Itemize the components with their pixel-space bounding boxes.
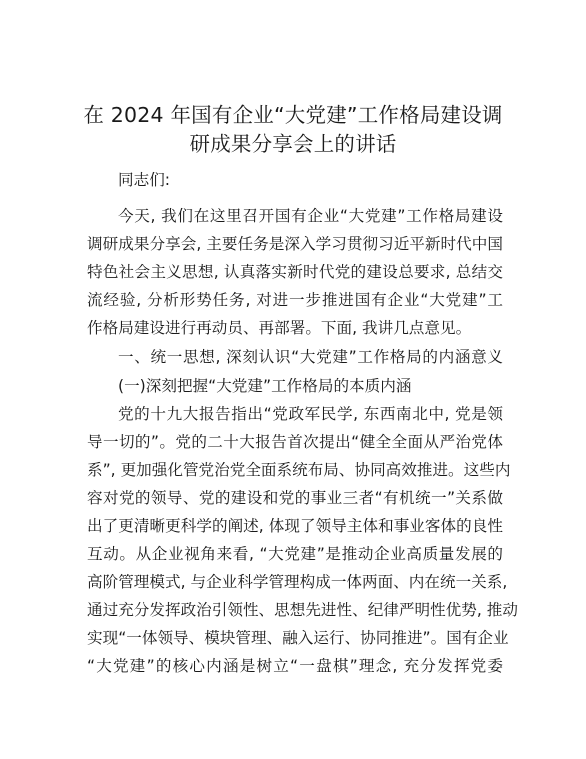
paragraph-1-line: 特色社会主义思想, 认真落实新时代党的建设总要求, 总结交 <box>87 263 503 281</box>
paragraph-2-line: 互动。从企业视角来看, “大党建”是推动企业高质量发展的 <box>87 545 503 563</box>
paragraph-2-line: 导一切的”。党的二十大报告首次提出“健全全面从严治党体 <box>87 433 503 451</box>
document-title-line-2: 研成果分享会上的讲话 <box>189 132 397 156</box>
document-title-line-1: 在 2024 年国有企业“大党建”工作格局建设调 <box>83 103 503 127</box>
paragraph-2-line: 高阶管理模式, 与企业科学管理构成一体两面、内在统一关系, <box>87 573 508 591</box>
section-heading-1: 一、统一思想, 深刻认识“大党建”工作格局的内涵意义 <box>118 348 503 366</box>
paragraph-1-line: 作格局建设进行再动员、再部署。下面, 我讲几点意见。 <box>87 319 472 337</box>
paragraph-1-line: 今天, 我们在这里召开国有企业“大党建”工作格局建设 <box>118 207 503 225</box>
salutation: 同志们: <box>118 171 171 189</box>
paragraph-2-line: 通过充分发挥政治引领性、思想先进性、纪律严明性优势, 推动 <box>87 601 518 619</box>
paragraph-2-line: 党的十九大报告指出“党政军民学, 东西南北中, 党是领 <box>118 405 503 423</box>
paragraph-2-line: 实现“一体领导、模块管理、融入运行、协同推进”。国有企业 <box>87 629 509 647</box>
paragraph-2-line: 容对党的领导、党的建设和党的事业三者“有机统一”关系做 <box>87 489 503 507</box>
paragraph-1-line: 流经验, 分析形势任务, 对进一步推进国有企业“大党建”工 <box>87 291 503 309</box>
paragraph-2-line: “大党建”的核心内涵是树立“一盘棋”理念, 充分发挥党委 <box>87 657 503 675</box>
paragraph-2-line: 系”, 更加强化管党治党全面系统布局、协同高效推进。这些内 <box>87 461 511 479</box>
paragraph-1-line: 调研成果分享会, 主要任务是深入学习贯彻习近平新时代中国 <box>87 235 503 253</box>
section-heading-2: (一)深刻把握“大党建”工作格局的本质内涵 <box>118 377 412 395</box>
paragraph-2-line: 出了更清晰更科学的阐述, 体现了领导主体和事业客体的良性 <box>87 517 503 535</box>
